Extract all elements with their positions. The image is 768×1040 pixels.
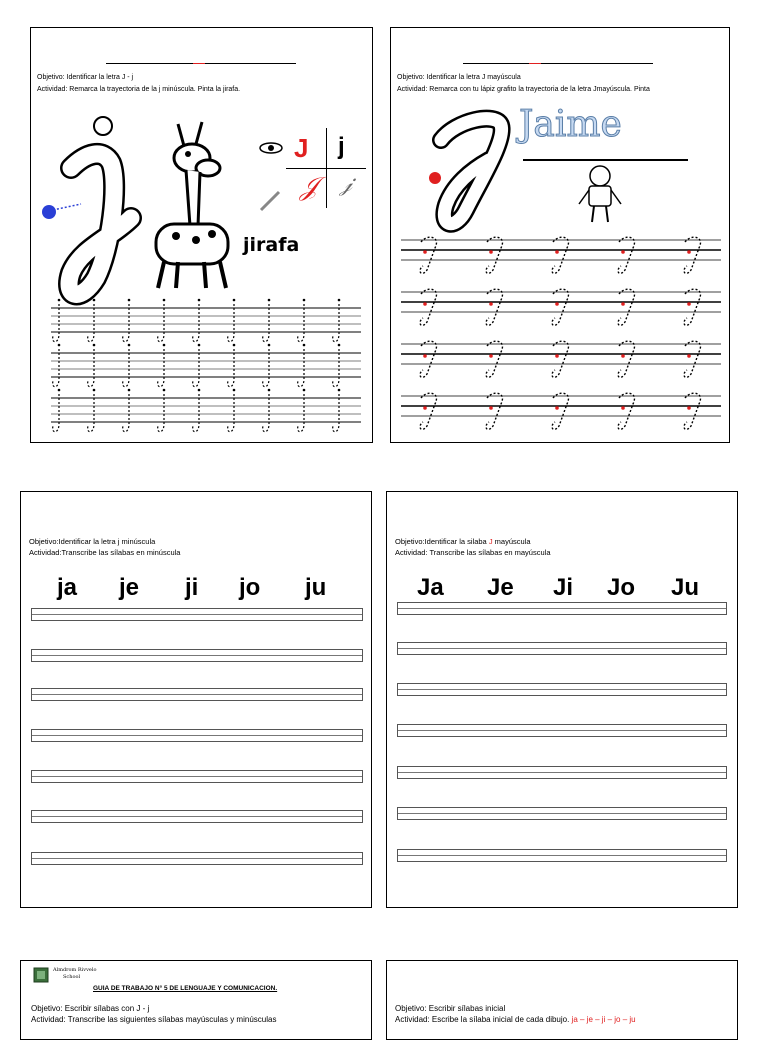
tracing-letter[interactable] [53,349,59,387]
syllable-ji: ji [185,574,199,601]
activity-text: Actividad: Remarca con tu lápiz grafito la trayectoria de la letra Jmayúscula. Pinta [397,86,650,93]
tracing-letter[interactable] [53,394,59,432]
tracing-letter[interactable] [486,341,502,377]
worksheet-guide-5 [20,960,372,1040]
syllable-Je: Je [487,574,514,601]
boy-icon [577,164,623,224]
objective-letter: J [488,537,493,546]
title-line [463,63,653,64]
tracing-rows [401,228,721,438]
worksheet-uppercase-j [390,27,730,443]
syllable-je: je [119,574,140,601]
objective-text: Objetivo:Identificar la letra j minúscula [29,537,156,546]
syllable-Jo: Jo [607,574,636,601]
tracing-letter[interactable] [552,341,568,377]
worksheet-uppercase-syllables [386,491,738,908]
tracing-rows [51,298,361,428]
tracing-letter[interactable] [420,237,436,273]
tracing-letter[interactable] [298,304,304,342]
print-lowercase-j: j [338,133,345,160]
writing-line[interactable] [31,608,363,621]
tracing-letter[interactable] [53,304,59,342]
writing-line[interactable] [31,729,363,742]
activity-text: Actividad: Remarca la trayectoria de la j minúscula. Pinta la jirafa. [37,86,241,93]
tracing-letter[interactable] [618,393,634,429]
tracing-letter[interactable] [486,237,502,273]
tracing-letter[interactable] [333,394,339,432]
tracing-letter[interactable] [552,393,568,429]
objective-prefix: Objetivo:Identificar la silaba [395,537,489,546]
tracing-letter[interactable] [88,304,94,342]
cursive-upper-j: 𝒥 [300,172,318,202]
big-cursive-uppercase-j [411,100,521,240]
name-write-line [523,159,688,161]
tracing-letter[interactable] [228,394,234,432]
tracing-letter[interactable] [420,289,436,325]
writing-line[interactable] [31,810,363,823]
syllable-Ji: Ji [553,574,574,601]
syllable-ju: ju [305,574,327,601]
writing-line[interactable] [397,683,727,696]
start-dot [42,205,56,219]
name-jaime [519,104,622,145]
writing-line[interactable] [397,807,727,820]
tracing-letter[interactable] [333,349,339,387]
tracing-letter[interactable] [333,304,339,342]
title-red-mark [193,63,205,64]
tracing-letter[interactable] [684,237,700,273]
worksheet-initial-syllable [386,960,738,1040]
tracing-letter[interactable] [263,394,269,432]
writing-line[interactable] [397,766,727,779]
school-sub: School [63,974,81,980]
tracing-letter[interactable] [618,341,634,377]
tracing-letter[interactable] [123,349,129,387]
worksheet-lowercase-j [30,27,373,443]
objective-suffix: mayúscula [492,537,531,546]
activity-text: Actividad:Transcribe las sílabas en minúscula [29,548,181,557]
activity-syllables: ja – je – ji – jo – ju [571,1015,636,1024]
tracing-letter[interactable] [618,289,634,325]
tracing-letter[interactable] [263,349,269,387]
tracing-letter[interactable] [618,237,634,273]
tracing-letter[interactable] [123,394,129,432]
objective-text: Objetivo: Escribir sílabas con J - j [31,1004,150,1013]
letter-grid [286,128,366,208]
syllable-Ju: Ju [671,574,700,601]
objective-text: Objetivo: Identificar la letra J - j [37,74,134,81]
writing-line[interactable] [31,688,363,701]
tracing-letter[interactable] [298,394,304,432]
activity-prefix: Actividad: Escribe la sílaba inicial de cada dibujo. [395,1015,572,1024]
word-jirafa: jirafa [243,234,300,256]
objective-text: Objetivo: Escribir sílabas inicial [395,1004,506,1013]
print-uppercase-j: J [294,133,309,163]
syllable-ja: ja [57,574,78,601]
school-crest-icon [33,967,49,983]
syllable-jo: jo [239,574,261,601]
tracing-letter[interactable] [486,393,502,429]
objective-text: Objetivo: Identificar la letra J mayúscula [397,74,521,81]
eye-icon [259,141,283,155]
activity-text: Actividad: Transcribe las siguientes sílabas mayúsculas y minúsculas [31,1015,277,1024]
tracing-letter[interactable] [684,393,700,429]
tracing-letter[interactable] [158,394,164,432]
tracing-letter[interactable] [684,341,700,377]
pencil-icon [259,188,283,212]
worksheet-lowercase-syllables [20,491,372,908]
tracing-letter[interactable] [552,289,568,325]
name-text: Jaime [519,104,622,145]
guide-title: GUIA DE TRABAJO N° 5 DE LENGUAJE Y COMUNICACION. [93,985,278,992]
writing-line[interactable] [397,849,727,862]
writing-line[interactable] [31,770,363,783]
tracing-letter[interactable] [158,349,164,387]
tracing-letter[interactable] [88,349,94,387]
title-red-mark [529,63,541,64]
tracing-letter[interactable] [228,349,234,387]
school-name: Almdrom Rivvelo [53,967,97,973]
writing-line[interactable] [397,642,727,655]
cursive-lower-j: 𝒿 [340,172,353,197]
tracing-letter[interactable] [193,349,199,387]
syllable-Ja: Ja [417,574,444,601]
tracing-letter[interactable] [158,304,164,342]
tracing-letter[interactable] [552,237,568,273]
big-cursive-j [41,108,151,308]
tracing-letter[interactable] [298,349,304,387]
tracing-letter[interactable] [684,289,700,325]
tracing-letter[interactable] [420,341,436,377]
writing-line[interactable] [31,649,363,662]
tracing-letter[interactable] [123,304,129,342]
tracing-letter[interactable] [88,394,94,432]
objective-text [395,537,531,547]
writing-line[interactable] [397,724,727,737]
tracing-letter[interactable] [263,304,269,342]
giraffe-icon [146,116,246,291]
activity-text: Actividad: Transcribe las sílabas en mayúscula [395,548,551,557]
writing-line[interactable] [31,852,363,865]
tracing-letter[interactable] [193,304,199,342]
tracing-letter[interactable] [193,394,199,432]
tracing-letter[interactable] [486,289,502,325]
tracing-letter[interactable] [228,304,234,342]
writing-line[interactable] [397,602,727,615]
tracing-letter[interactable] [420,393,436,429]
